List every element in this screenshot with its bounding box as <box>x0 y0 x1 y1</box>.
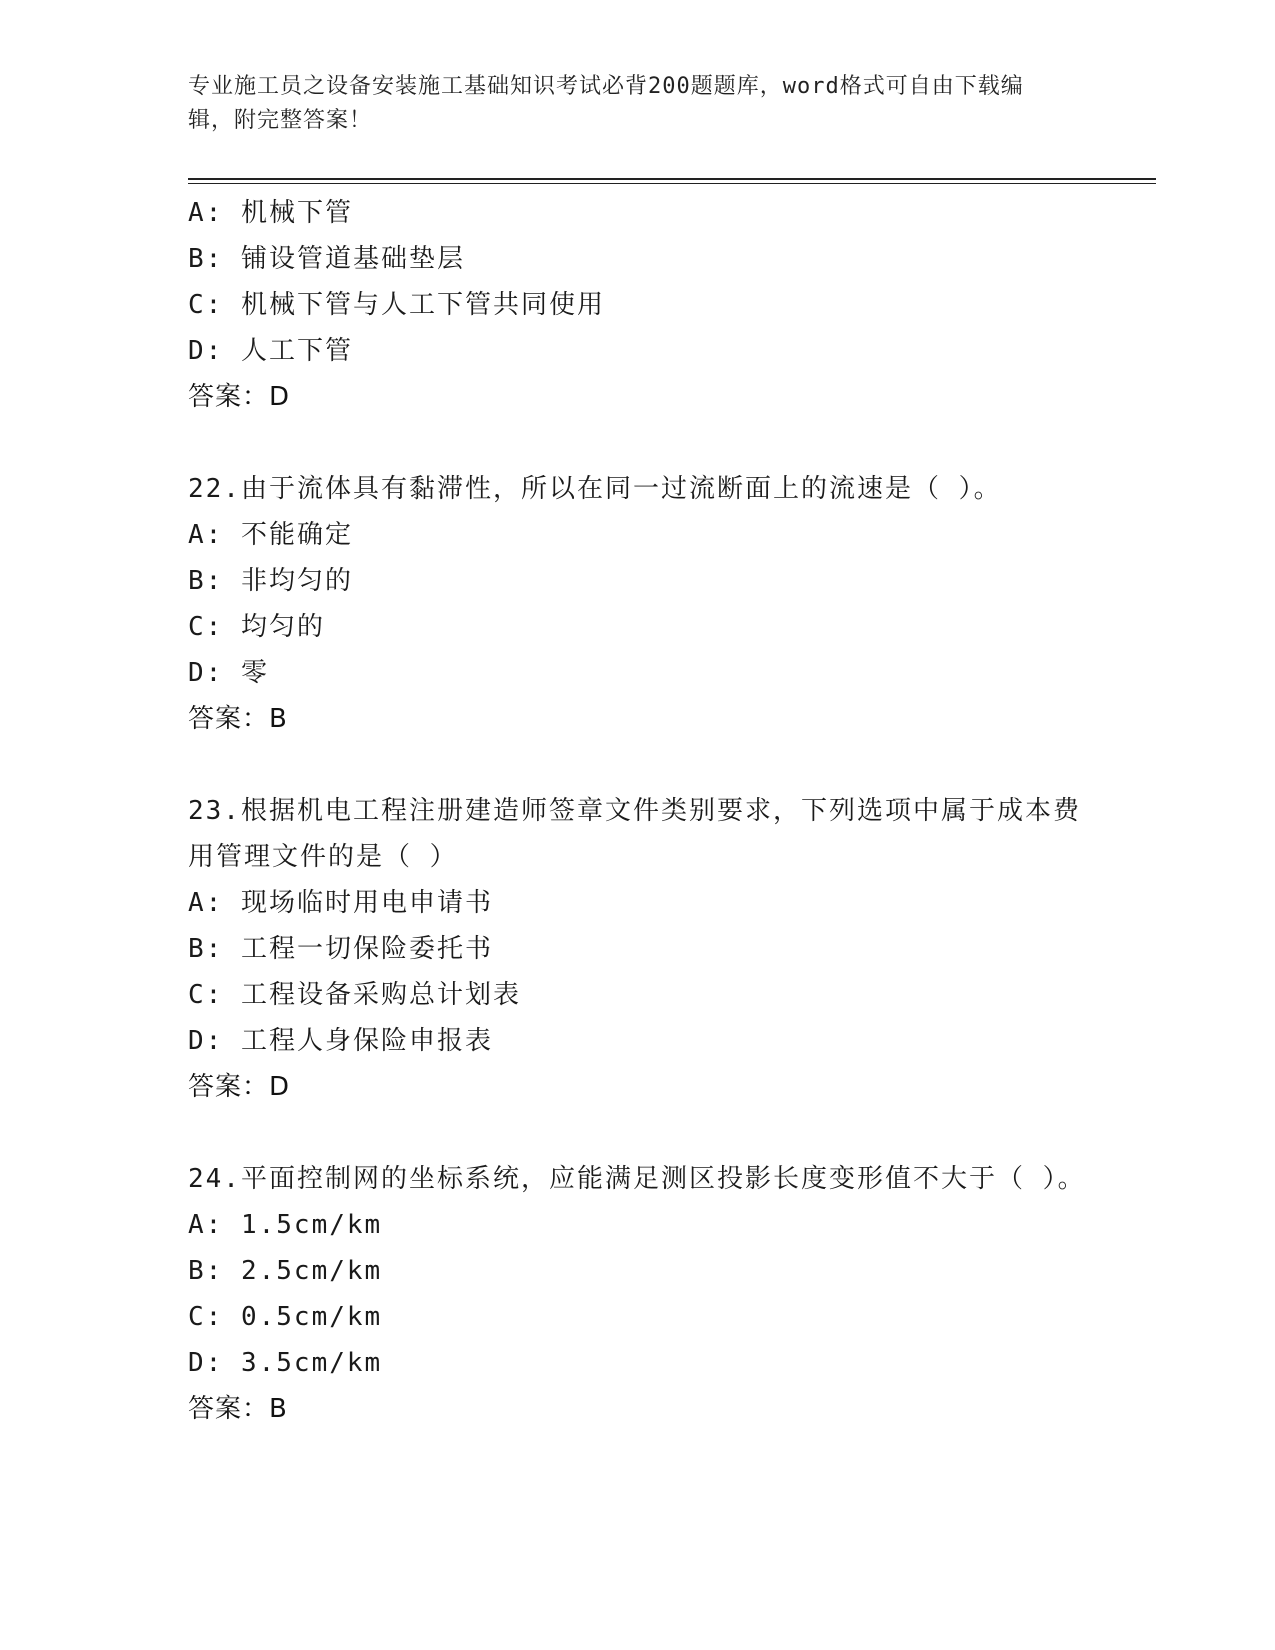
option-c: C: 均匀的 <box>188 612 325 642</box>
option-b: B: 非均匀的 <box>188 566 353 596</box>
option-d: D: 零 <box>188 658 269 688</box>
option-a: A: 不能确定 <box>188 520 353 550</box>
header-divider-thick <box>188 178 1156 180</box>
question-block-24 <box>188 1156 1088 1432</box>
question-block-23 <box>188 788 1088 1110</box>
header-divider-thin <box>188 183 1156 184</box>
answer-line: 答案：B <box>188 1394 288 1424</box>
question-stem: 24.平面控制网的坐标系统，应能满足测区投影长度变形值不大于（ ）。 <box>188 1164 1086 1194</box>
question-block-22 <box>188 466 1088 742</box>
option-d: D: 3.5cm/km <box>188 1348 383 1378</box>
option-d: D: 人工下管 <box>188 336 353 366</box>
option-c: C: 工程设备采购总计划表 <box>188 980 521 1010</box>
option-a: A: 机械下管 <box>188 198 353 228</box>
option-d: D: 工程人身保险申报表 <box>188 1026 493 1056</box>
option-a: A: 现场临时用电申请书 <box>188 888 493 918</box>
question-stem: 23.根据机电工程注册建造师签章文件类别要求，下列选项中属于成本费用管理文件的是（ ） <box>188 796 1081 872</box>
question-list <box>188 190 1088 1432</box>
option-b: B: 2.5cm/km <box>188 1256 383 1286</box>
question-block-21 <box>188 190 1088 420</box>
option-c: C: 0.5cm/km <box>188 1302 383 1332</box>
option-a: A: 1.5cm/km <box>188 1210 383 1240</box>
option-b: B: 工程一切保险委托书 <box>188 934 493 964</box>
document-header-title: 专业施工员之设备安装施工基础知识考试必背200题题库，word格式可自由下载编辑，附完整答案！ <box>188 74 1024 133</box>
question-stem: 22.由于流体具有黏滞性，所以在同一过流断面上的流速是（ ）。 <box>188 474 1002 504</box>
option-c: C: 机械下管与人工下管共同使用 <box>188 290 605 320</box>
option-b: B: 铺设管道基础垫层 <box>188 244 465 274</box>
answer-line: 答案：D <box>188 1072 291 1102</box>
answer-line: 答案：D <box>188 382 291 412</box>
spacer <box>188 420 1088 466</box>
answer-line: 答案：B <box>188 704 288 734</box>
spacer <box>188 1110 1088 1156</box>
spacer <box>188 742 1088 788</box>
